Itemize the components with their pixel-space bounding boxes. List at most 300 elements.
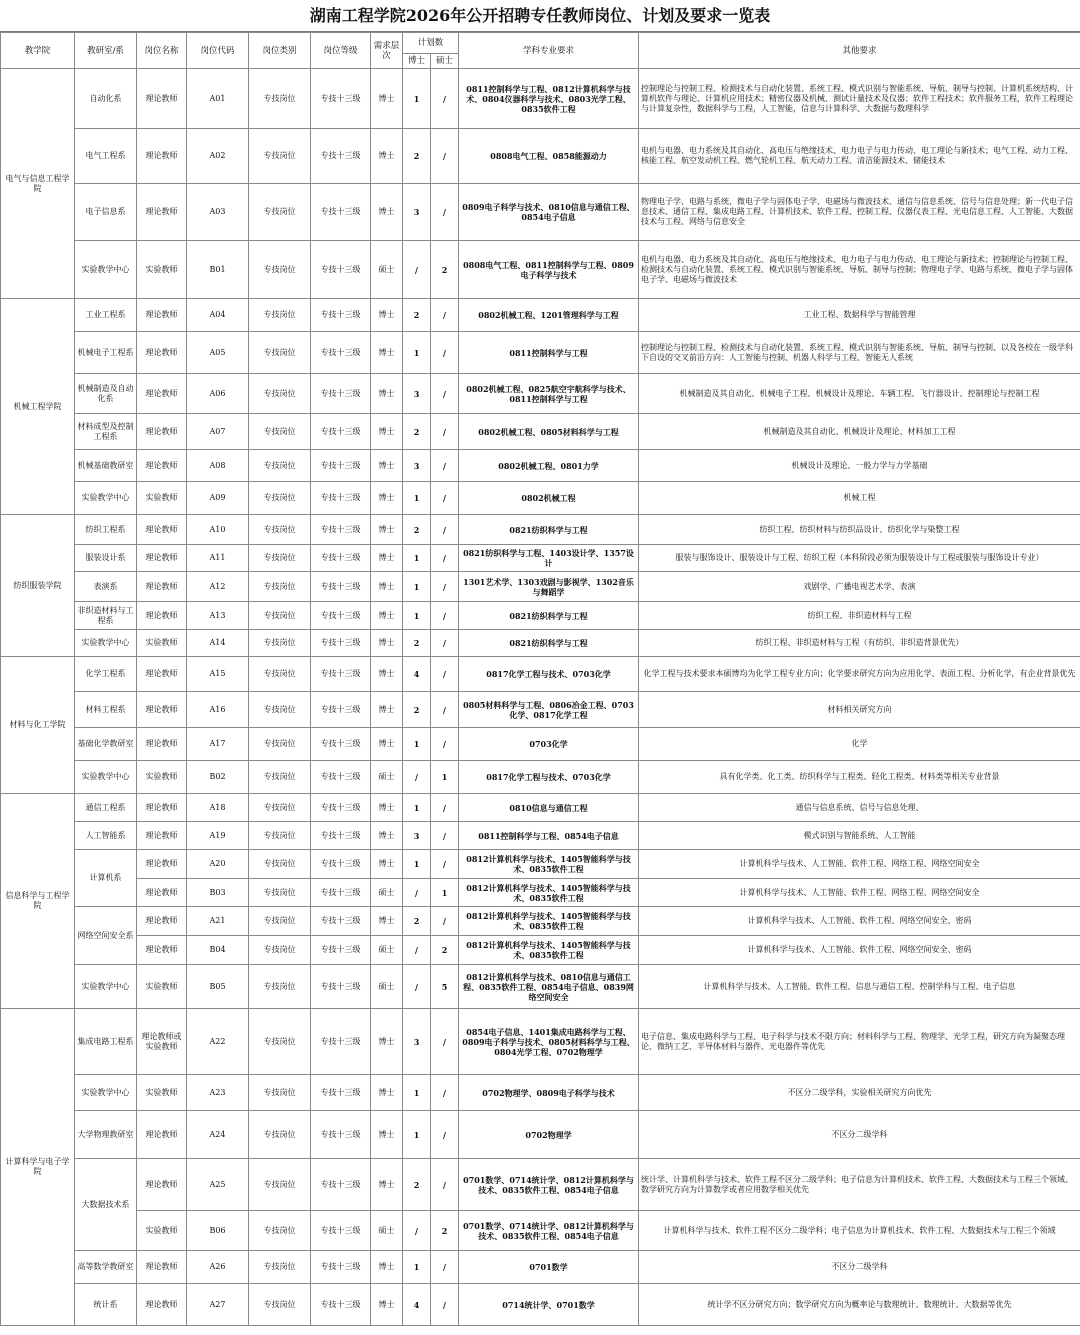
- master-count-cell: /: [431, 728, 459, 761]
- post-code-cell: A07: [187, 414, 249, 450]
- post-code-cell: A12: [187, 572, 249, 602]
- table-row: [1, 602, 1080, 630]
- post-code-cell: A05: [187, 332, 249, 374]
- post-type-cell: 专技岗位: [249, 965, 311, 1009]
- post-code-cell: A08: [187, 450, 249, 482]
- post-level-cell: 专技十三级: [311, 1159, 371, 1211]
- major-cell: 0812计算机科学与技术、1405智能科学与技术、0835软件工程: [459, 936, 639, 965]
- table-row: [1, 374, 1080, 414]
- edu-cell: 博士: [371, 332, 403, 374]
- other-requirements-cell: 计算机科学与技术、人工智能、软件工程、网络空间安全、密码: [639, 907, 1080, 936]
- table-row: [1, 728, 1080, 761]
- master-count-cell: /: [431, 572, 459, 602]
- table-row: [1, 1251, 1080, 1284]
- post-type-cell: 专技岗位: [249, 630, 311, 657]
- college-cell: 材料与化工学院: [1, 657, 75, 794]
- table-row: [1, 907, 1080, 936]
- post-type-cell: 专技岗位: [249, 241, 311, 299]
- dept-cell: 机械电子工程系: [75, 332, 137, 374]
- master-count-cell: /: [431, 69, 459, 129]
- recruitment-table: [0, 32, 1080, 1326]
- table-row: [1, 936, 1080, 965]
- dept-cell: 非织造材料与工程系: [75, 602, 137, 630]
- post-level-cell: 专技十三级: [311, 1075, 371, 1111]
- other-requirements-cell: 不区分二级学科，实验相关研究方向优先: [639, 1075, 1080, 1111]
- post-type-cell: 专技岗位: [249, 761, 311, 794]
- post-level-cell: 专技十三级: [311, 572, 371, 602]
- post-name-cell: 理论教师: [137, 374, 187, 414]
- post-level-cell: 专技十三级: [311, 129, 371, 184]
- post-name-cell: 实验教师: [137, 761, 187, 794]
- master-count-cell: 2: [431, 241, 459, 299]
- edu-cell: 博士: [371, 794, 403, 822]
- post-type-cell: 专技岗位: [249, 450, 311, 482]
- post-type-cell: 专技岗位: [249, 374, 311, 414]
- edu-cell: 博士: [371, 657, 403, 692]
- edu-cell: 博士: [371, 515, 403, 545]
- edu-cell: 硕士: [371, 241, 403, 299]
- post-type-cell: 专技岗位: [249, 1075, 311, 1111]
- other-requirements-cell: 纺织工程、非织造材料与工程（有纺织、非织造背景优先）: [639, 630, 1080, 657]
- post-name-cell: 理论教师: [137, 572, 187, 602]
- phd-count-cell: 2: [403, 692, 431, 728]
- post-level-cell: 专技十三级: [311, 630, 371, 657]
- phd-count-cell: 3: [403, 184, 431, 241]
- post-level-cell: 专技十三级: [311, 332, 371, 374]
- table-row: [1, 129, 1080, 184]
- major-cell: 0821纺织科学与工程: [459, 602, 639, 630]
- master-count-cell: 5: [431, 965, 459, 1009]
- other-requirements-cell: 通信与信息系统、信号与信息处理、: [639, 794, 1080, 822]
- major-cell: 0817化学工程与技术、0703化学: [459, 761, 639, 794]
- other-requirements-cell: 工业工程、数据科学与智能管理: [639, 299, 1080, 332]
- phd-count-cell: 2: [403, 299, 431, 332]
- post-level-cell: 专技十三级: [311, 936, 371, 965]
- dept-cell: 实验教学中心: [75, 1075, 137, 1111]
- post-code-cell: A23: [187, 1075, 249, 1111]
- master-count-cell: /: [431, 545, 459, 572]
- master-count-cell: /: [431, 1251, 459, 1284]
- post-code-cell: A21: [187, 907, 249, 936]
- post-level-cell: 专技十三级: [311, 879, 371, 907]
- post-level-cell: 专技十三级: [311, 374, 371, 414]
- post-code-cell: A20: [187, 850, 249, 879]
- table-row: [1, 450, 1080, 482]
- major-cell: 0714统计学、0701数学: [459, 1284, 639, 1326]
- edu-cell: 博士: [371, 602, 403, 630]
- post-type-cell: 专技岗位: [249, 692, 311, 728]
- table-row: [1, 657, 1080, 692]
- other-requirements-cell: 戏剧学、广播电视艺术学、表演: [639, 572, 1080, 602]
- edu-cell: 博士: [371, 482, 403, 515]
- post-type-cell: 专技岗位: [249, 1111, 311, 1159]
- master-count-cell: /: [431, 184, 459, 241]
- phd-count-cell: 4: [403, 657, 431, 692]
- major-cell: 0802机械工程、0805材料科学与工程: [459, 414, 639, 450]
- major-cell: 1301艺术学、1303戏剧与影视学、1302音乐与舞蹈学: [459, 572, 639, 602]
- major-cell: 0702物理学、0809电子科学与技术: [459, 1075, 639, 1111]
- dept-cell: 电子信息系: [75, 184, 137, 241]
- post-level-cell: 专技十三级: [311, 907, 371, 936]
- post-name-cell: 实验教师: [137, 482, 187, 515]
- table-row: [1, 1284, 1080, 1326]
- post-name-cell: 理论教师: [137, 850, 187, 879]
- edu-cell: 硕士: [371, 965, 403, 1009]
- post-level-cell: 专技十三级: [311, 414, 371, 450]
- post-type-cell: 专技岗位: [249, 936, 311, 965]
- phd-count-cell: 2: [403, 129, 431, 184]
- post-type-cell: 专技岗位: [249, 850, 311, 879]
- dept-cell: 纺织工程系: [75, 515, 137, 545]
- header-post-type: 岗位类别: [249, 33, 311, 69]
- phd-count-cell: 3: [403, 374, 431, 414]
- post-level-cell: 专技十三级: [311, 822, 371, 850]
- dept-cell: 实验教学中心: [75, 482, 137, 515]
- major-cell: 0802机械工程: [459, 482, 639, 515]
- edu-cell: 博士: [371, 414, 403, 450]
- other-requirements-cell: 机械制造及其自动化、机械设计及理论、材料加工工程: [639, 414, 1080, 450]
- phd-count-cell: 1: [403, 1251, 431, 1284]
- header-post-name: 岗位名称: [137, 33, 187, 69]
- master-count-cell: /: [431, 692, 459, 728]
- post-name-cell: 实验教师: [137, 965, 187, 1009]
- post-code-cell: B06: [187, 1211, 249, 1251]
- master-count-cell: /: [431, 1159, 459, 1211]
- other-requirements-cell: 物理电子学、电路与系统、微电子学与固体电子学、电磁场与微波技术、通信与信息系统、信号与信息处理；新一代电子信息技术、通信工程、集成电路工程、计算机技术、软件工程、控制工程、仪器仪表工程、光电信息工程、人工智能、大数据技术与工程、网络与信息安全: [639, 184, 1080, 241]
- post-code-cell: A27: [187, 1284, 249, 1326]
- dept-cell: 服装设计系: [75, 545, 137, 572]
- master-count-cell: /: [431, 414, 459, 450]
- master-count-cell: /: [431, 332, 459, 374]
- post-level-cell: 专技十三级: [311, 1251, 371, 1284]
- major-cell: 0701数学: [459, 1251, 639, 1284]
- phd-count-cell: 1: [403, 728, 431, 761]
- edu-cell: 博士: [371, 822, 403, 850]
- dept-cell: 计算机系: [75, 850, 137, 907]
- other-requirements-cell: 计算机科学与技术、人工智能、软件工程、网络工程、网络空间安全: [639, 879, 1080, 907]
- edu-cell: 博士: [371, 545, 403, 572]
- phd-count-cell: 2: [403, 630, 431, 657]
- header-edu: 需求层次: [371, 33, 403, 69]
- master-count-cell: /: [431, 657, 459, 692]
- master-count-cell: /: [431, 299, 459, 332]
- post-type-cell: 专技岗位: [249, 728, 311, 761]
- edu-cell: 博士: [371, 450, 403, 482]
- post-type-cell: 专技岗位: [249, 184, 311, 241]
- post-level-cell: 专技十三级: [311, 761, 371, 794]
- edu-cell: 博士: [371, 907, 403, 936]
- other-requirements-cell: 纺织工程、纺织材料与纺织品设计、纺织化学与染整工程: [639, 515, 1080, 545]
- phd-count-cell: /: [403, 936, 431, 965]
- post-name-cell: 理论教师: [137, 657, 187, 692]
- other-requirements-cell: 不区分二级学科: [639, 1251, 1080, 1284]
- phd-count-cell: 3: [403, 822, 431, 850]
- post-code-cell: B03: [187, 879, 249, 907]
- phd-count-cell: /: [403, 879, 431, 907]
- post-code-cell: A11: [187, 545, 249, 572]
- post-code-cell: A17: [187, 728, 249, 761]
- table-row: [1, 482, 1080, 515]
- edu-cell: 博士: [371, 1075, 403, 1111]
- header-phd: 博士: [403, 54, 431, 69]
- master-count-cell: /: [431, 129, 459, 184]
- dept-cell: 实验教学中心: [75, 761, 137, 794]
- post-name-cell: 理论教师: [137, 129, 187, 184]
- post-name-cell: 理论教师: [137, 602, 187, 630]
- table-row: [1, 692, 1080, 728]
- college-cell: 纺织服装学院: [1, 515, 75, 657]
- header-post-level: 岗位等级: [311, 33, 371, 69]
- post-level-cell: 专技十三级: [311, 602, 371, 630]
- post-type-cell: 专技岗位: [249, 572, 311, 602]
- post-name-cell: 理论教师: [137, 1251, 187, 1284]
- other-requirements-cell: 电机与电器、电力系统及其自动化、高电压与绝缘技术、电力电子与电力传动、电工理论与新技术；控制理论与控制工程、检测技术与自动化装置、系统工程、模式识别与智能系统、导航、制导与控制；物理电子学、电路与系统、微电子学与固体电子学、电磁场与微波技术: [639, 241, 1080, 299]
- table-row: [1, 515, 1080, 545]
- master-count-cell: /: [431, 794, 459, 822]
- post-name-cell: 理论教师: [137, 450, 187, 482]
- other-requirements-cell: 纺织工程、非织造材料与工程: [639, 602, 1080, 630]
- post-type-cell: 专技岗位: [249, 1211, 311, 1251]
- post-code-cell: A19: [187, 822, 249, 850]
- phd-count-cell: /: [403, 1211, 431, 1251]
- other-requirements-cell: 化学工程与技术要求本硕博均为化学工程专业方向；化学要求研究方向为应用化学、表面工程、分析化学，有企业背景优先: [639, 657, 1080, 692]
- post-type-cell: 专技岗位: [249, 602, 311, 630]
- major-cell: 0701数学、0714统计学、0812计算机科学与技术、0835软件工程、0854电子信息: [459, 1211, 639, 1251]
- dept-cell: 工业工程系: [75, 299, 137, 332]
- table-row: [1, 299, 1080, 332]
- dept-cell: 高等数学教研室: [75, 1251, 137, 1284]
- phd-count-cell: 3: [403, 450, 431, 482]
- table-row: [1, 572, 1080, 602]
- college-cell: 机械工程学院: [1, 299, 75, 515]
- edu-cell: 硕士: [371, 1211, 403, 1251]
- post-code-cell: A26: [187, 1251, 249, 1284]
- post-code-cell: A18: [187, 794, 249, 822]
- post-level-cell: 专技十三级: [311, 1284, 371, 1326]
- dept-cell: 大学物理教研室: [75, 1111, 137, 1159]
- post-code-cell: B02: [187, 761, 249, 794]
- table-row: [1, 630, 1080, 657]
- major-cell: 0812计算机科学与技术、1405智能科学与技术、0835软件工程: [459, 907, 639, 936]
- post-name-cell: 理论教师: [137, 1159, 187, 1211]
- post-type-cell: 专技岗位: [249, 822, 311, 850]
- post-name-cell: 理论教师: [137, 822, 187, 850]
- major-cell: 0811控制科学与工程、0854电子信息: [459, 822, 639, 850]
- edu-cell: 博士: [371, 1251, 403, 1284]
- master-count-cell: /: [431, 1075, 459, 1111]
- header-dept: 教研室/系: [75, 33, 137, 69]
- master-count-cell: 1: [431, 761, 459, 794]
- post-type-cell: 专技岗位: [249, 879, 311, 907]
- other-requirements-cell: 机械设计及理论、一般力学与力学基础: [639, 450, 1080, 482]
- dept-cell: 表演系: [75, 572, 137, 602]
- post-level-cell: 专技十三级: [311, 450, 371, 482]
- post-name-cell: 实验教师: [137, 241, 187, 299]
- dept-cell: 通信工程系: [75, 794, 137, 822]
- post-name-cell: 理论教师: [137, 299, 187, 332]
- post-code-cell: A02: [187, 129, 249, 184]
- major-cell: 0854电子信息、1401集成电路科学与工程、0809电子科学与技术、0805材料科学与工程、0804光学工程、0702物理学: [459, 1009, 639, 1075]
- post-name-cell: 理论教师: [137, 332, 187, 374]
- post-type-cell: 专技岗位: [249, 299, 311, 332]
- edu-cell: 硕士: [371, 761, 403, 794]
- master-count-cell: /: [431, 1009, 459, 1075]
- post-name-cell: 实验教师: [137, 630, 187, 657]
- document-title: 湖南工程学院2026年公开招聘专任教师岗位、计划及要求一览表: [0, 0, 1080, 32]
- dept-cell: 大数据技术系: [75, 1159, 137, 1251]
- master-count-cell: /: [431, 907, 459, 936]
- master-count-cell: /: [431, 630, 459, 657]
- post-code-cell: A24: [187, 1111, 249, 1159]
- college-cell: 计算科学与电子学院: [1, 1009, 75, 1326]
- master-count-cell: /: [431, 602, 459, 630]
- major-cell: 0812计算机科学与技术、1405智能科学与技术、0835软件工程: [459, 879, 639, 907]
- post-level-cell: 专技十三级: [311, 794, 371, 822]
- dept-cell: 化学工程系: [75, 657, 137, 692]
- table-row: [1, 1159, 1080, 1211]
- table-row: [1, 879, 1080, 907]
- post-code-cell: A15: [187, 657, 249, 692]
- other-requirements-cell: 计算机科学与技术、人工智能、软件工程、信息与通信工程、控制学科与工程、电子信息: [639, 965, 1080, 1009]
- other-requirements-cell: 不区分二级学科: [639, 1111, 1080, 1159]
- dept-cell: 材料成型及控制工程系: [75, 414, 137, 450]
- post-name-cell: 理论教师: [137, 1284, 187, 1326]
- master-count-cell: /: [431, 450, 459, 482]
- dept-cell: 实验教学中心: [75, 965, 137, 1009]
- post-code-cell: A01: [187, 69, 249, 129]
- table-row: [1, 69, 1080, 129]
- post-level-cell: 专技十三级: [311, 482, 371, 515]
- post-type-cell: 专技岗位: [249, 1251, 311, 1284]
- master-count-cell: /: [431, 482, 459, 515]
- table-row: [1, 822, 1080, 850]
- post-type-cell: 专技岗位: [249, 414, 311, 450]
- phd-count-cell: /: [403, 965, 431, 1009]
- post-type-cell: 专技岗位: [249, 657, 311, 692]
- post-code-cell: B05: [187, 965, 249, 1009]
- phd-count-cell: /: [403, 761, 431, 794]
- post-level-cell: 专技十三级: [311, 728, 371, 761]
- master-count-cell: /: [431, 1111, 459, 1159]
- major-cell: 0812计算机科学与技术、1405智能科学与技术、0835软件工程: [459, 850, 639, 879]
- table-row: [1, 965, 1080, 1009]
- major-cell: 0817化学工程与技术、0703化学: [459, 657, 639, 692]
- edu-cell: 博士: [371, 184, 403, 241]
- edu-cell: 硕士: [371, 879, 403, 907]
- major-cell: 0805材料科学与工程、0806冶金工程、0703化学、0817化学工程: [459, 692, 639, 728]
- other-requirements-cell: 控制理论与控制工程、检测技术与自动化装置、系统工程、模式识别与智能系统、导航、制导与控制、计算机系统结构、计算机软件与理论、计算机应用技术；精密仪器及机械、测试计量技术及仪器；软件工程技术；软件服务工程，软件工程理论与计算复杂性，数据科学与工程，人工智能，信息与计算科学、大数据与数理科学: [639, 69, 1080, 129]
- master-count-cell: 2: [431, 1211, 459, 1251]
- table-row: [1, 241, 1080, 299]
- post-level-cell: 专技十三级: [311, 184, 371, 241]
- major-cell: 0808电气工程、0811控制科学与工程、0809电子科学与技术: [459, 241, 639, 299]
- other-requirements-cell: 电机与电器、电力系统及其自动化、高电压与绝缘技术、电力电子与电力传动、电工理论与新技术；电气工程、动力工程、核能工程、航空发动机工程、燃气轮机工程、航天动力工程、清洁能源技术、储能技术: [639, 129, 1080, 184]
- edu-cell: 博士: [371, 1009, 403, 1075]
- post-name-cell: 理论教师: [137, 545, 187, 572]
- post-name-cell: 实验教师: [137, 1211, 187, 1251]
- major-cell: 0701数学、0714统计学、0812计算机科学与技术、0835软件工程、0854电子信息: [459, 1159, 639, 1211]
- table-row: [1, 184, 1080, 241]
- post-code-cell: A25: [187, 1159, 249, 1211]
- post-level-cell: 专技十三级: [311, 657, 371, 692]
- edu-cell: 博士: [371, 129, 403, 184]
- other-requirements-cell: 计算机科学与技术、软件工程不区分二级学科；电子信息为计算机技术、软件工程、大数据技术与工程三个领域: [639, 1211, 1080, 1251]
- edu-cell: 博士: [371, 692, 403, 728]
- post-level-cell: 专技十三级: [311, 850, 371, 879]
- post-type-cell: 专技岗位: [249, 907, 311, 936]
- other-requirements-cell: 统计学、计算机科学与技术、软件工程不区分二级学科；电子信息为计算机技术、软件工程、大数据技术与工程三个领域、数学研究方向为计算数学或者应用数学相关优先: [639, 1159, 1080, 1211]
- post-name-cell: 实验教师: [137, 1075, 187, 1111]
- major-cell: 0821纺织科学与工程: [459, 630, 639, 657]
- other-requirements-cell: 控制理论与控制工程、检测技术与自动化装置、系统工程、模式识别与智能系统、导航、制导与控制、以及各校在一级学科下自设的交叉前沿方向：人工智能与控制、机器人科学与工程、智能无人系统: [639, 332, 1080, 374]
- phd-count-cell: 1: [403, 850, 431, 879]
- other-requirements-cell: 计算机科学与技术、人工智能、软件工程、网络空间安全、密码: [639, 936, 1080, 965]
- post-name-cell: 理论教师: [137, 692, 187, 728]
- college-cell: 电气与信息工程学院: [1, 69, 75, 299]
- other-requirements-cell: 统计学不区分研究方向；数学研究方向为概率论与数理统计、数理统计、大数据等优先: [639, 1284, 1080, 1326]
- post-name-cell: 理论教师: [137, 794, 187, 822]
- header-master: 硕士: [431, 54, 459, 69]
- table-row: [1, 761, 1080, 794]
- edu-cell: 硕士: [371, 936, 403, 965]
- dept-cell: 网络空间安全系: [75, 907, 137, 965]
- dept-cell: 人工智能系: [75, 822, 137, 850]
- post-code-cell: A13: [187, 602, 249, 630]
- major-cell: 0802机械工程、1201管理科学与工程: [459, 299, 639, 332]
- major-cell: 0812计算机科学与技术、0810信息与通信工程、0835软件工程、0854电子信息、0839网络空间安全: [459, 965, 639, 1009]
- post-code-cell: B04: [187, 936, 249, 965]
- phd-count-cell: 3: [403, 1009, 431, 1075]
- post-name-cell: 理论教师: [137, 907, 187, 936]
- table-row: [1, 545, 1080, 572]
- other-requirements-cell: 机械工程: [639, 482, 1080, 515]
- other-requirements-cell: 计算机科学与技术、人工智能、软件工程、网络工程、网络空间安全: [639, 850, 1080, 879]
- post-level-cell: 专技十三级: [311, 299, 371, 332]
- edu-cell: 博士: [371, 299, 403, 332]
- table-row: [1, 850, 1080, 879]
- post-name-cell: 理论教师或实验教师: [137, 1009, 187, 1075]
- major-cell: 0810信息与通信工程: [459, 794, 639, 822]
- edu-cell: 博士: [371, 1159, 403, 1211]
- header-college: 教学院: [1, 33, 75, 69]
- post-level-cell: 专技十三级: [311, 515, 371, 545]
- post-code-cell: B01: [187, 241, 249, 299]
- post-name-cell: 理论教师: [137, 728, 187, 761]
- dept-cell: 机械制造及自动化系: [75, 374, 137, 414]
- post-type-cell: 专技岗位: [249, 129, 311, 184]
- post-name-cell: 理论教师: [137, 879, 187, 907]
- post-type-cell: 专技岗位: [249, 794, 311, 822]
- post-name-cell: 理论教师: [137, 184, 187, 241]
- other-requirements-cell: 机械制造及其自动化、机械电子工程、机械设计及理论、车辆工程、飞行器设计、控制理论与控制工程: [639, 374, 1080, 414]
- dept-cell: 实验教学中心: [75, 630, 137, 657]
- post-level-cell: 专技十三级: [311, 241, 371, 299]
- phd-count-cell: 1: [403, 602, 431, 630]
- header-major: 学科专业要求: [459, 33, 639, 69]
- table-row: [1, 794, 1080, 822]
- phd-count-cell: 1: [403, 332, 431, 374]
- phd-count-cell: 1: [403, 69, 431, 129]
- edu-cell: 博士: [371, 850, 403, 879]
- post-type-cell: 专技岗位: [249, 332, 311, 374]
- post-type-cell: 专技岗位: [249, 545, 311, 572]
- post-type-cell: 专技岗位: [249, 1284, 311, 1326]
- post-level-cell: 专技十三级: [311, 69, 371, 129]
- phd-count-cell: 2: [403, 1159, 431, 1211]
- edu-cell: 博士: [371, 1111, 403, 1159]
- phd-count-cell: 1: [403, 572, 431, 602]
- major-cell: 0802机械工程、0825航空宇航科学与技术、0811控制科学与工程: [459, 374, 639, 414]
